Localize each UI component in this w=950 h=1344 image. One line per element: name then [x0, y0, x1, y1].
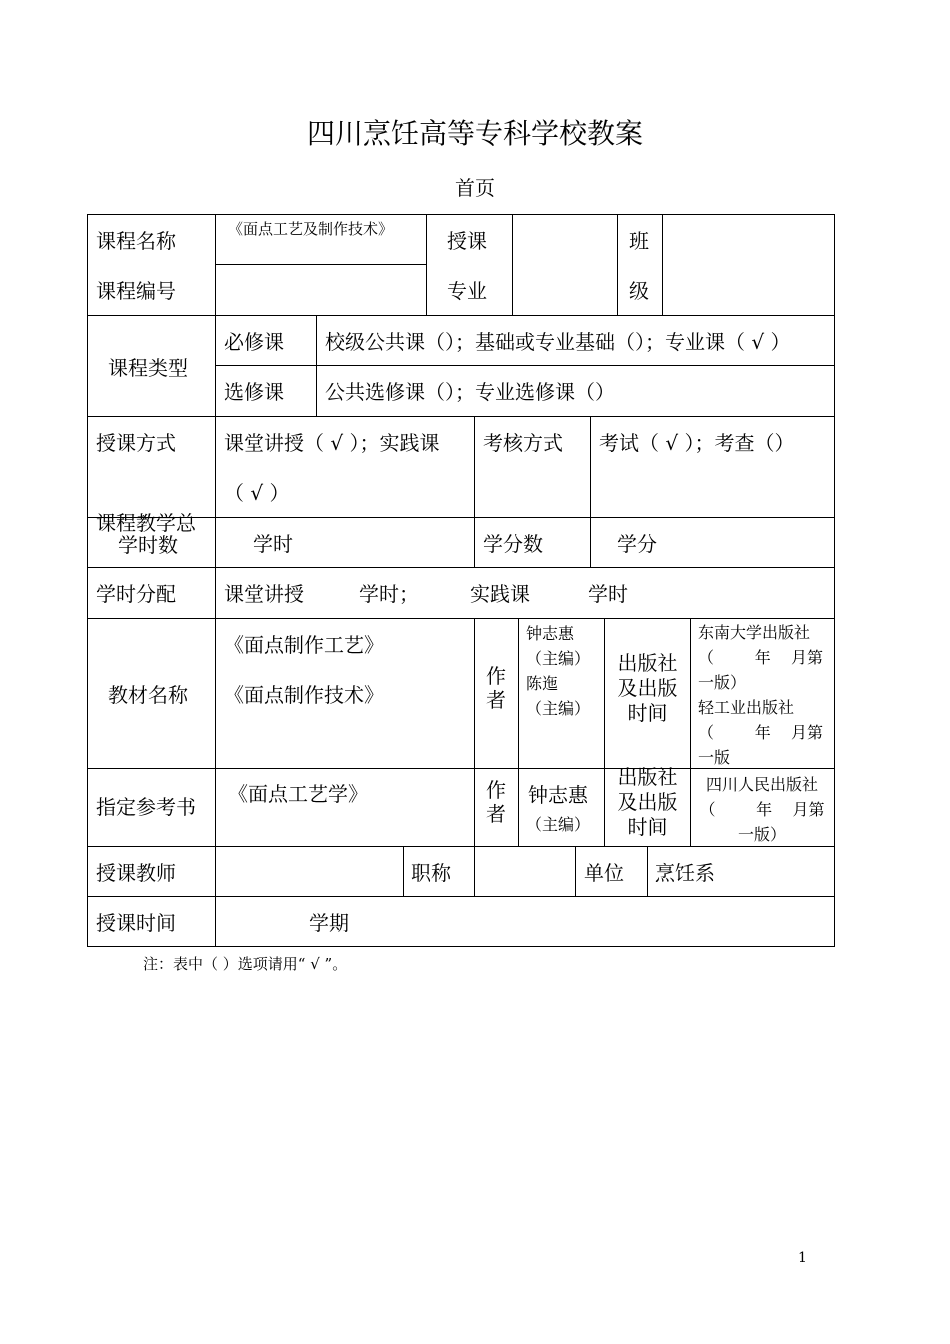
teach-method-line1: 课堂讲授（ √ ）；实践课 [224, 431, 440, 455]
textbook-label: 教材名称 [108, 683, 188, 707]
teach-method-label: 授课方式 [96, 431, 176, 455]
author-label-2: 者 [486, 688, 506, 712]
class-label-1: 班 [629, 229, 649, 253]
table-rule [215, 264, 427, 265]
required-label: 必修课 [224, 330, 284, 354]
author-label-1: 作 [486, 664, 506, 688]
semester-label: 学期 [309, 911, 349, 935]
teach-major-label-1: 授课 [447, 229, 487, 253]
hours-alloc-lecture: 课堂讲授 [224, 582, 304, 606]
page-number: 1 [798, 1250, 807, 1266]
hours-alloc-label: 学时分配 [96, 582, 176, 606]
hours-alloc-hours1: 学时； [359, 582, 419, 606]
ref-author-label-2: 者 [486, 802, 506, 826]
ref-label: 指定参考书 [96, 795, 196, 819]
table-rule [474, 846, 475, 897]
table-rule [512, 214, 513, 316]
total-hours-label-1: 课程教学总 [96, 511, 196, 535]
table-rule [575, 846, 576, 897]
ref-author-role: （主编） [526, 815, 591, 834]
teacher-label: 授课教师 [96, 861, 176, 885]
title-label: 职称 [411, 861, 451, 885]
course-type-label: 课程类型 [108, 356, 188, 380]
hours-unit: 学时 [253, 532, 293, 556]
total-hours-label-2: 学时数 [118, 533, 178, 557]
hours-alloc-hours2: 学时 [588, 582, 628, 606]
table-rule [662, 214, 663, 316]
credits-label: 学分数 [483, 532, 543, 556]
table-rule [87, 567, 835, 568]
table-rule [647, 846, 648, 897]
table-rule [426, 214, 427, 316]
ref-publisher-label: 出版社 及出版 时间 [617, 765, 678, 839]
table-rule [215, 365, 835, 366]
course-code-label: 课程编号 [96, 279, 176, 303]
ref-author-name: 钟志惠 [528, 783, 588, 807]
table-rule [316, 315, 317, 417]
page-title: 四川烹饪高等专科学校教案 [306, 117, 643, 150]
table-rule [403, 846, 404, 897]
unit-label: 单位 [584, 861, 624, 885]
table-rule [690, 618, 691, 847]
teach-major-label-2: 专业 [447, 279, 487, 303]
elective-label: 选修课 [224, 380, 284, 404]
class-label-2: 级 [629, 279, 649, 303]
table-rule [474, 416, 475, 568]
time-label: 授课时间 [96, 911, 176, 935]
table-border-bottom [87, 946, 835, 947]
required-options: 校级公共课（）；基础或专业基础（）；专业课（ √ ） [325, 330, 791, 354]
table-rule [518, 618, 519, 847]
textbook-publisher-label: 出版社 及出版 时间 [617, 651, 678, 725]
textbook-publishers: 东南大学出版社 （ 年 月第 一版） 轻工业出版社 （ 年 月第 一版 [698, 623, 824, 767]
table-rule [617, 214, 618, 316]
elective-options: 公共选修课（）；专业选修课（） [325, 380, 615, 404]
ref-publisher: 四川人民出版社 （ 年 月第 一版） [699, 775, 825, 844]
course-name-label: 课程名称 [96, 229, 176, 253]
table-rule [87, 896, 835, 897]
ref-author-label-1: 作 [486, 778, 506, 802]
textbook-1: 《面点制作工艺》 [224, 633, 384, 657]
assess-label: 考核方式 [483, 431, 563, 455]
table-rule [215, 214, 216, 947]
page-subtitle: 首页 [455, 176, 495, 200]
table-border-right [834, 214, 835, 947]
table-rule [474, 618, 475, 847]
table-rule [590, 416, 591, 568]
hours-alloc-practice: 实践课 [470, 582, 530, 606]
teach-method-line2: （ √ ） [224, 481, 290, 505]
footnote: 注：表中（ ）选项请用“ √ ”。 [143, 955, 348, 973]
table-rule [87, 315, 835, 316]
course-name-value: 《面点工艺及制作技术》 [228, 220, 394, 238]
textbook-2: 《面点制作技术》 [224, 683, 384, 707]
assess-value: 考试（ √ ）；考查（） [599, 431, 795, 455]
table-rule [87, 416, 835, 417]
table-rule [87, 517, 835, 518]
table-border-left [87, 214, 88, 947]
table-rule [87, 618, 835, 619]
credits-unit: 学分 [617, 532, 657, 556]
ref-book: 《面点工艺学》 [228, 782, 368, 806]
textbook-authors: 钟志惠 （主编） 陈迤 （主编） [526, 624, 591, 718]
table-border-top [87, 214, 835, 215]
unit-value: 烹饪系 [655, 861, 715, 885]
